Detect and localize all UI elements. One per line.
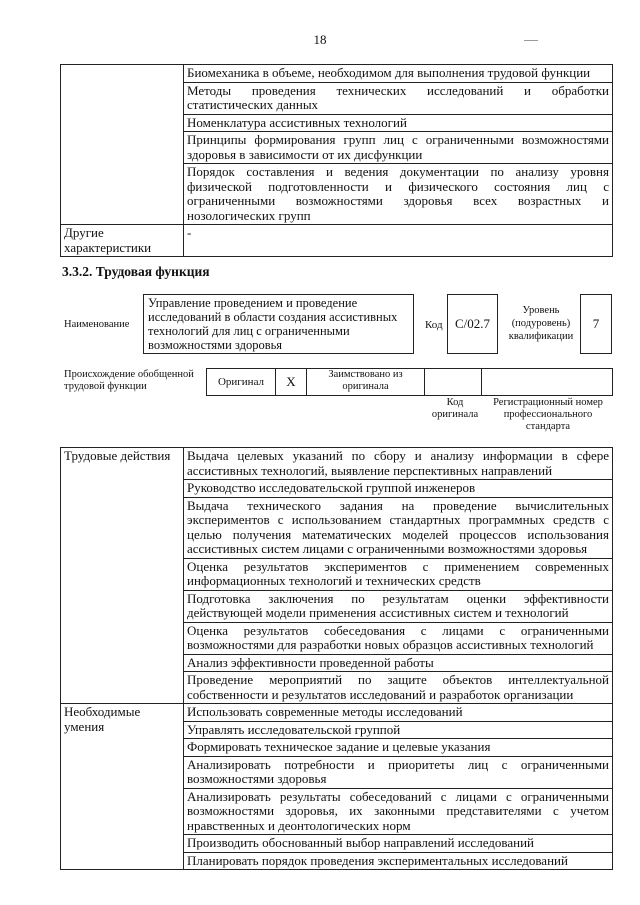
table-row (61, 65, 613, 83)
row-item: Проведение мероприятий по защите объектов интеллектуальной собственности и результатов исследований и разработок организации (184, 672, 613, 704)
row-label (61, 65, 184, 225)
row-item: Анализировать результаты собеседований с лицами с ограниченными возможностями здоровья, их законными представителями с учетом нравственных и деонтологических норм (184, 788, 613, 835)
name-label: Наименование (64, 319, 130, 330)
row-item: Подготовка заключения по результатам оценки эффективности действующей модели применения ассистивных систем и технологий (184, 590, 613, 622)
table-row (61, 704, 613, 722)
actions-table (60, 447, 613, 870)
row-item: Номенклатура ассистивных технологий (184, 114, 613, 132)
origin-code-caption: Код оригинала (431, 397, 479, 420)
origin-reg-cell (482, 369, 613, 396)
origin-table (206, 368, 613, 396)
row-item: Формировать техническое задание и целевые указания (184, 739, 613, 757)
row-item: Управлять исследовательской группой (184, 721, 613, 739)
row-item: Анализ эффективности проведенной работы (184, 654, 613, 672)
origin-original: Оригинал (207, 369, 276, 396)
origin-borrowed: Заимствовано из оригинала (307, 369, 425, 396)
level-value: 7 (580, 294, 612, 354)
section-heading: 3.3.2. Трудовая функция (62, 264, 210, 279)
page-number: 18 (313, 32, 327, 47)
row-item: Использовать современные методы исследований (184, 704, 613, 722)
row-item: Выдача технического задания на проведение вычислительных экспериментов с использованием стандартных программных средств с целью получения математических моделей процессов использования ассистивных систем лицами с ограниченными возможностями здоровья (184, 497, 613, 558)
origin-reg-caption: Регистрационный номер профессионального стандарта (493, 397, 603, 432)
row-item: Оценка результатов экспериментов с применением современных информационных технологий и технических средств (184, 558, 613, 590)
row-item: Оценка результатов собеседования с лицами с ограниченными возможностями для разработки новых образцов ассистивных технологий (184, 622, 613, 654)
row-item: Выдача целевых указаний по сбору и анализу информации в сфере ассистивных технологий, выявление перспективных направлений (184, 448, 613, 480)
row-item: Планировать порядок проведения экспериментальных исследований (184, 852, 613, 870)
row-item: Принципы формирования групп лиц с ограниченными возможностями здоровья в зависимости от их дисфункции (184, 132, 613, 164)
level-label: Уровень (подуровень) квалификации (508, 305, 574, 342)
stray-mark (524, 40, 538, 41)
row-label: Другие характеристики (61, 225, 184, 257)
row-item: Руководство исследовательской группой инженеров (184, 480, 613, 498)
row-label: Необходимые умения (61, 704, 184, 870)
row-item: Анализировать потребности и приоритеты лиц с ограниченными возможностями здоровья (184, 756, 613, 788)
function-name: Управление проведением и проведение исследований в области создания ассистивных технологий для лиц с ограниченными возможностями здоровья (143, 294, 414, 354)
knowledge-table (60, 64, 613, 257)
row-item: Порядок составления и ведения документации по анализу уровня физической подготовленности и физического состояния лиц с ограниченными возможностями здоровья всех возрастных и нозологических групп (184, 164, 613, 225)
table-row (61, 225, 613, 257)
row-item: - (184, 225, 613, 257)
origin-label: Происхождение обобщенной трудовой функции (64, 369, 194, 392)
row-item: Методы проведения технических исследований и обработки статистических данных (184, 82, 613, 114)
code-label: Код (425, 319, 443, 331)
row-item: Биомеханика в объеме, необходимом для выполнения трудовой функции (184, 65, 613, 83)
row-item: Производить обоснованный выбор направлений исследований (184, 835, 613, 853)
row-label: Трудовые действия (61, 448, 184, 704)
origin-mark: X (276, 369, 307, 396)
table-row (61, 448, 613, 480)
origin-code-cell (425, 369, 482, 396)
code-value: С/02.7 (447, 294, 498, 354)
